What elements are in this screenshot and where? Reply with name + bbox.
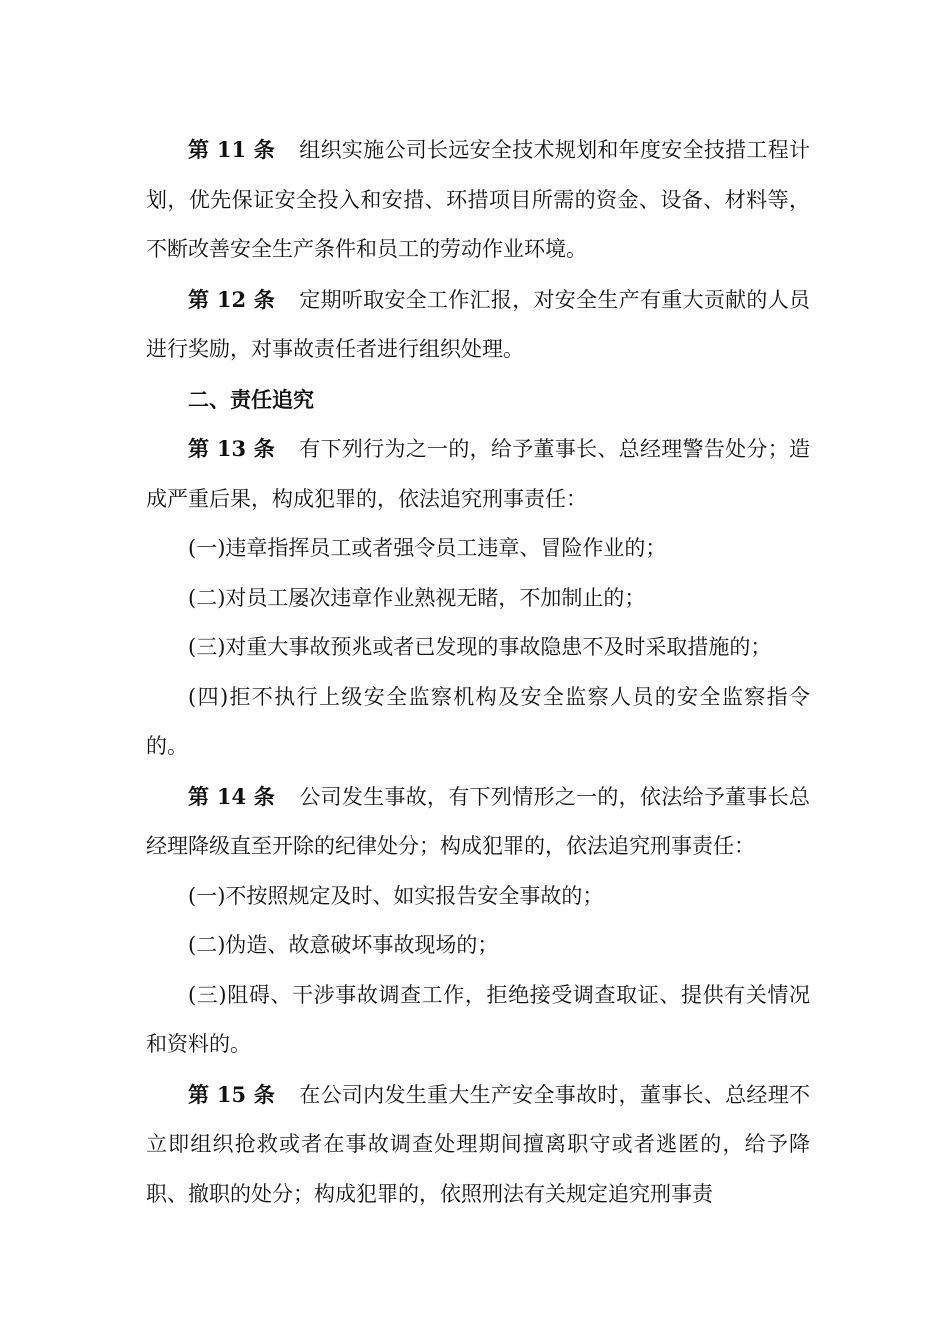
article-heading: 第 13 条	[188, 436, 276, 461]
article-12	[146, 275, 810, 375]
article-15	[146, 1070, 810, 1220]
list-item: (三)对重大事故预兆或者已发现的事故隐患不及时采取措施的；	[188, 635, 772, 659]
article-heading: 第 14 条	[188, 783, 276, 809]
article-text: 公司发生事故，有下列情形之一的，依法给予董事长总经理降级直至开除的纪律处分；构成犯罪的，依法追究刑事责任：	[146, 784, 810, 858]
list-item: (三)阻碍、干涉事故调查工作，拒绝接受调查取证、提供有关情况和资料的。	[146, 982, 810, 1056]
article-14	[146, 772, 810, 872]
list-item: (二)对员工屡次违章作业熟视无睹，不加制止的；	[188, 585, 646, 610]
section-title: 二、责任追究	[188, 386, 314, 412]
article-heading: 第 11 条	[188, 137, 276, 162]
article-text: 有下列行为之一的，给予董事长、总经理警告处分；造成严重后果，构成犯罪的，依法追究刑事责任：	[146, 437, 810, 511]
list-item: (四)拒不执行上级安全监察机构及安全监察人员的安全监察指令的。	[146, 684, 810, 758]
article-text: 组织实施公司长远安全技术规划和年度安全技措工程计划，优先保证安全投入和安措、环措项目所需的资金、设备、材料等，不断改善安全生产条件和员工的劳动作业环境。	[146, 138, 810, 261]
document-page	[146, 125, 810, 1219]
list-item: (二)伪造、故意破坏事故现场的；	[188, 933, 499, 957]
article-heading: 第 15 条	[188, 1081, 276, 1107]
article-11	[146, 125, 810, 275]
list-item: (一)不按照规定及时、如实报告安全事故的；	[188, 883, 604, 908]
article-text: 在公司内发生重大生产安全事故时，董事长、总经理不立即组织抢救或者在事故调查处理期间擅离职守或者逃匿的，给予降职、撤职的处分；构成犯罪的，依照刑法有关规定追究刑事责	[146, 1082, 810, 1206]
list-item: (一)违章指挥员工或者强令员工违章、冒险作业的；	[188, 536, 667, 560]
article-13	[146, 424, 810, 524]
article-heading: 第 12 条	[188, 286, 276, 312]
article-text: 定期听取安全工作汇报，对安全生产有重大贡献的人员进行奖励，对事故责任者进行组织处理。	[146, 287, 810, 361]
